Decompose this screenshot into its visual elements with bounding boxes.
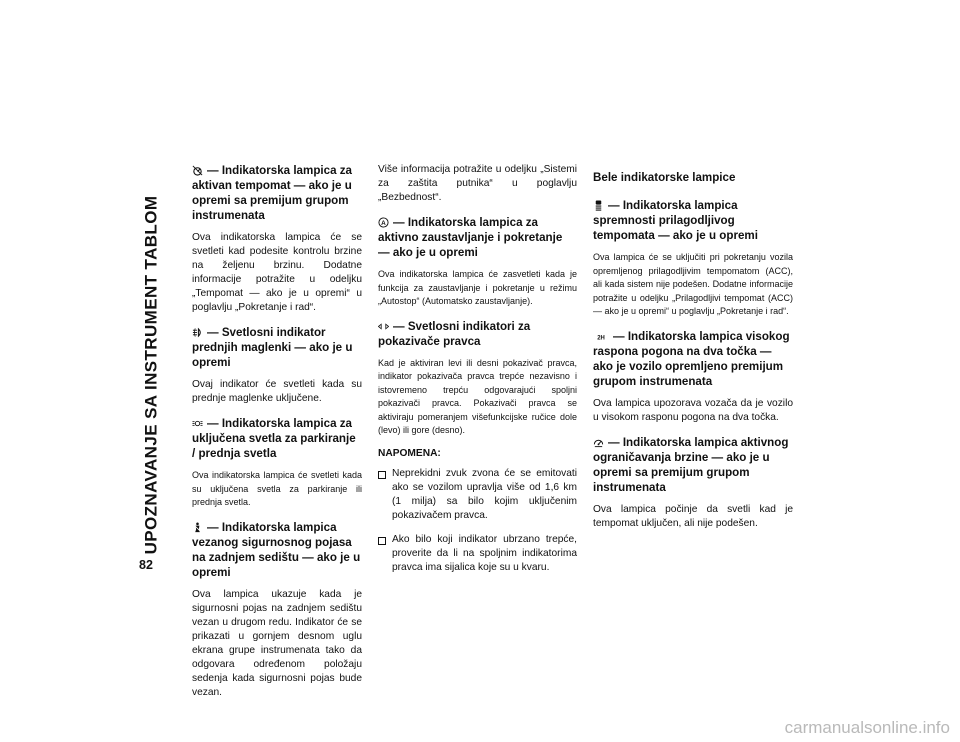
column-left <box>192 163 362 710</box>
note-item-text: Ako bilo koji indikator ubrzano trepće, proverite da li na spoljnim indikatorima pravca ima sijalica koje su u kvaru. <box>392 533 577 573</box>
front-fog-icon <box>192 327 203 338</box>
section-acc-ready-body: Ova lampica će se uključiti pri pokretanju vozila opremljenog prilagodljivim tempomatom (ACC), ali kada sistem nije podešen. Dodatne informacije potražite u odeljku „Prilagodljivi tempomat (ACC) — ako je u opremi“ u poglavlju „Pokretanje i rad“. <box>593 252 793 316</box>
section-autostop-heading <box>378 215 577 260</box>
section-cruise-active-title: — Indikatorska lampica za aktivan tempomat — ako je u opremi sa premijum grupom instrumenata <box>192 164 352 222</box>
side-chapter-title <box>136 170 166 580</box>
svg-text:2H: 2H <box>597 335 605 342</box>
chapter-title-text: UPOZNAVANJE SA INSTRUMENT TABLOM <box>141 195 160 555</box>
section-parking-lights-title: — Indikatorska lampica za uključena svetla za parkiranje / prednja svetla <box>192 417 356 460</box>
2h-icon <box>593 331 609 342</box>
section-turn-signal-title: — Svetlosni indikatori za pokazivače pravca <box>378 319 531 348</box>
note-item-text: Neprekidni zvuk zvona će se emitovati ako se vozilom upravlja više od 1,6 km (1 milja) sa bilo kojim uključenim pokazivačem pravca. <box>392 467 577 521</box>
column-right <box>593 163 793 541</box>
section-seatbelt-heading <box>192 520 362 580</box>
note-list <box>378 467 577 575</box>
section-front-fog-heading <box>192 325 362 370</box>
section-cruise-active-body: Ova indikatorska lampica će se svetleti kad podesite kontrolu brzine na željenu brzinu. Dodatne informacije potražite u odeljku „Tempomat — ako je u opremi“ u poglavlju „Pokretanje i rad“. <box>192 232 362 313</box>
section-front-fog-body: Ovaj indikator će svetleti kada su prednje maglenke uključene. <box>192 379 362 404</box>
section-front-fog-title: — Svetlosni indikator prednjih maglenki — ako je u opremi <box>192 326 353 369</box>
svg-text:A: A <box>381 220 386 228</box>
bullet-square-icon <box>378 471 386 479</box>
section-autostop-body: Ova indikatorska lampica će zasvetleti kada je funkcija za zaustavljanje i pokretanje u režimu „Autostop“ (Automatsko zaustavljanje). <box>378 269 577 306</box>
section-autostop-title: — Indikatorska lampica za aktivno zaustavljanje i pokretanje — ako je u opremi <box>378 216 563 259</box>
section-parking-lights-body: Ova indikatorska lampica će svetleti kada su uključena svetla za parkiranje ili prednja svetla. <box>192 470 362 507</box>
section-seatbelt-body: Ova lampica ukazuje kada je sigurnosni pojas na zadnjem sedištu vezan u drugom redu. Indikator će se prikazati u gornjem desnom uglu ekrana grupe instrumenata tako da odgovara određenom položaju sedenja kada sigurnosni pojas bude vezan. <box>192 588 362 698</box>
bullet-square-icon <box>378 537 386 545</box>
section-parking-lights-heading <box>192 416 362 461</box>
section-speed-limiter-title: — Indikatorska lampica aktivnog ograničavanja brzine — ako je u opremi sa premijum grupom instrumenata <box>593 435 789 494</box>
section-acc-ready-title: — Indikatorska lampica spremnosti prilagodljivog tempomata — ako je u opremi <box>593 199 758 242</box>
page-number: 82 <box>139 558 153 572</box>
seatbelt-icon <box>192 522 203 533</box>
acc-ready-icon <box>593 200 604 211</box>
column-middle <box>378 163 577 585</box>
autostop-icon <box>378 217 389 228</box>
section-2h-title: — Indikatorska lampica visokog raspona pogona na dva točka — ako je vozilo opremljeno premijum grupom instrumenata <box>593 329 790 388</box>
note-title: NAPOMENA: <box>378 447 441 459</box>
section-speed-limiter-heading <box>593 435 793 495</box>
section-speed-limiter-body: Ova lampica počinje da svetli kad je tempomat uključen, ali nije podešen. <box>593 503 793 529</box>
watermark-text: carmanualsonline.info <box>784 718 950 737</box>
section-turn-signal-heading <box>378 319 577 349</box>
cruise-active-icon <box>192 165 203 176</box>
note-item <box>378 533 577 575</box>
section-seatbelt-title: — Indikatorska lampica vezanog sigurnosnog pojasa na zadnjem sedištu — ako je u opremi <box>192 520 361 579</box>
section-acc-ready-heading <box>593 198 793 243</box>
section-2h-body: Ova lampica upozorava vozača da je vozilo u visokom rasponu pogona na dva točka. <box>593 397 793 423</box>
turn-signal-icon <box>378 321 389 332</box>
section-2h-heading <box>593 329 793 389</box>
section-turn-signal-body: Kad je aktiviran levi ili desni pokazivač pravca, indikator pokazivača pravca trepće nezavisno i istovremeno trepću odgovarajući spoljni pokazivači pravca. Pokazivači pravca se aktiviraju pomeranjem višefunkcijske ručice dole (levo) ili gore (desno). <box>378 357 577 435</box>
white-indicators-heading: Bele indikatorske lampice <box>593 171 736 184</box>
section-cruise-active-heading <box>192 163 362 223</box>
parking-lights-icon <box>192 418 203 429</box>
intro-paragraph: Više informacija potražite u odeljku „Sistemi za zaštita putnika“ u poglavlju „Bezbednost“. <box>378 164 577 203</box>
note-item <box>378 467 577 523</box>
speed-limiter-icon <box>593 437 604 448</box>
